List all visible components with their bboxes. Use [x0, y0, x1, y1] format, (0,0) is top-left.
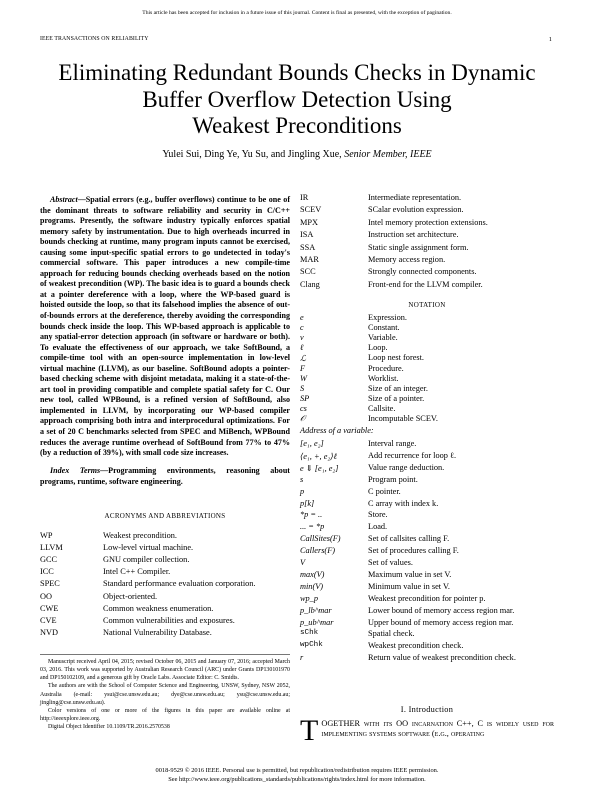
title-line: Eliminating Redundant Bounds Checks in Dynamic — [58, 60, 536, 85]
acronyms_right-term: MPX — [300, 217, 318, 227]
title-line: Buffer Overflow Detection Using — [142, 86, 452, 112]
notation-definition: Loop. — [368, 343, 388, 353]
notation-term: c — [300, 323, 304, 333]
address-definition: Minimum value in set V. — [368, 581, 450, 591]
notation-term: F — [300, 363, 306, 373]
address-term: V — [300, 558, 306, 567]
footnote: Digital Object Identifier 10.1109/TR.2016.2570538 — [48, 724, 170, 731]
notation-term: S — [300, 383, 305, 393]
address-term: p — [300, 486, 305, 496]
title-line: Weakest Preconditions — [192, 113, 402, 138]
acronyms_right-definition: SCalar evolution expression. — [368, 205, 464, 215]
address-definition: Program point. — [368, 474, 418, 484]
address-term: Callers(F) — [300, 546, 336, 556]
footnote: Manuscript received April 04, 2015; revised October 06, 2015 and January 07, 2016; accepted March 03, 2016. This work was supported by Australian Research Council (ARC) under Grants DP130101970 and DP150102109, and a generous gift by Oracle Labs. Associate Editor: C. Smidts. — [40, 659, 290, 682]
address-definition: Weakest precondition for pointer p. — [368, 593, 486, 603]
acronyms_left-definition: Weakest precondition. — [103, 531, 177, 540]
acronyms-heading: ACRONYMS AND ABBREVIATIONS — [104, 512, 226, 520]
author-names: Yulei Sui, Ding Ye, Yu Su, and Jingling Xue, — [162, 149, 342, 160]
address-term: CallSites(F) — [300, 534, 341, 544]
address-definition: Set of values. — [368, 558, 413, 567]
acronyms_left-definition: National Vulnerability Database. — [103, 627, 212, 637]
acronyms_left-definition: Common weakness enumeration. — [103, 603, 214, 613]
footnote-rule — [40, 654, 290, 655]
acronyms_right-term: Clang — [300, 279, 320, 289]
acronyms_left-definition: Standard performance evaluation corporation. — [103, 579, 256, 589]
acronyms_right-definition: Memory access region. — [368, 255, 446, 264]
notation-definition: Worklist. — [368, 373, 399, 383]
acronyms_right-term: ISA — [300, 230, 314, 240]
notation-definition: Loop nest forest. — [368, 353, 424, 363]
notation-heading: NOTATION — [408, 301, 446, 309]
address-term: ... = *p — [300, 522, 325, 532]
acronyms_right-definition: Instruction set architecture. — [368, 230, 459, 240]
acronyms_left-definition: GNU compiler collection. — [103, 555, 190, 565]
acronyms_right-term: SCC — [300, 267, 316, 277]
notation-definition: Incomputable SCEV. — [368, 414, 438, 423]
abstract-label: Abstract — [50, 195, 78, 204]
running-head: IEEE TRANSACTIONS ON RELIABILITY — [40, 36, 149, 42]
address-term: wpChk — [300, 641, 323, 650]
acronyms_left-term: SPEC — [40, 579, 60, 589]
address-definition: Store. — [368, 510, 388, 520]
notation-definition: Variable. — [368, 333, 398, 343]
acronyms_left-definition: Low-level virtual machine. — [103, 543, 194, 553]
acronyms_left-term: GCC — [40, 555, 58, 565]
address-term: p[k] — [300, 498, 315, 508]
acronyms_right-definition: Intel memory protection extensions. — [368, 217, 488, 227]
notation-definition: Size of an integer. — [368, 383, 428, 393]
acronyms_right-definition: Intermediate representation. — [368, 193, 462, 202]
acronyms_left-term: ICC — [40, 567, 54, 577]
address-term: [e₁, e₂] — [300, 439, 324, 448]
author-line — [30, 149, 564, 160]
address-term: *p = .. — [300, 510, 323, 520]
address-definition: C pointer. — [368, 486, 401, 496]
address-heading: Address of a variable: — [300, 426, 374, 435]
acronyms_left-term: WP — [40, 531, 53, 540]
address-definition: Spatial check. — [368, 629, 415, 639]
acronyms_left-definition: Common vulnerabilities and exposures. — [103, 615, 235, 625]
address-term: r — [300, 653, 304, 663]
index-terms — [40, 466, 290, 487]
address-term: min(V) — [300, 581, 324, 591]
address-definition: Value range deduction. — [368, 462, 445, 472]
acronyms_right-definition: Static single assignment form. — [368, 242, 469, 252]
address-term: e ⇓ [e₁, e₂] — [300, 463, 339, 473]
acronyms_left-definition: Object-oriented. — [103, 591, 158, 601]
footer-line: See http://www.ieee.org/publications_standards/publications/rights/index.html for more information. — [168, 775, 426, 783]
page-number: 1 — [548, 36, 552, 43]
address-term: p_ub^mar — [300, 617, 334, 627]
acronyms_left-term: CWE — [40, 603, 59, 613]
address-term: wp_p — [300, 593, 318, 603]
notation-term: SP — [300, 393, 310, 403]
acronyms_right-term: MAR — [300, 255, 319, 264]
section-heading-introduction: I. Introduction — [400, 705, 454, 714]
acronyms_left-definition: Intel C++ Compiler. — [103, 567, 171, 577]
notation-definition: Constant. — [368, 323, 400, 333]
address-definition: Load. — [368, 522, 388, 532]
notation-term: ℓ — [300, 343, 304, 353]
address-definition: Upper bound of memory access region mar. — [368, 617, 514, 627]
address-term: s — [300, 474, 304, 484]
copyright-footer — [0, 767, 594, 784]
abstract-text: —Spatial errors (e.g., buffer overflows) continue to be one of the dominant threats to software reliability and security in C/C++ programs. Presently, the software industry typically enforces spatial memory safety by instrumentation. Due to high overheads incurred in bounds checking at runtime, many program inputs cannot be exercised, causing some input-specific spatial errors to go undetected in today's commercial software. This paper introduces a new compile-time approach for reducing bounds checking overheads based on the notion of weakest precondition (WP). The basic idea is to guard a bounds check at a pointer dereference with a loop, where the WP-based guard is hoisted outside the loop, so that its falsehood implies the absence of out-of-bounds errors at the dereference, thereby avoiding the corresponding bounds check inside the loop. This WP-based approach is applicable to any spatial-error detection approach (in software or hardware or both). To evaluate the effectiveness of our approach, we take SoftBound, a compile-time tool with an open-source implementation in low-level virtual machine (LLVM), as our baseline. SoftBound adopts a pointer-based checking scheme with disjoint metadata, making it a state-of-the-art tool in providing compatible and complete spatial safety for C. Our new tool, called WPBound, is a refined version of SoftBound, also implemented in LLVM, by incorporating our WP-based compiler approach comprising both intra and interprocedural optimizations. For a set of 20 C benchmarks selected from SPEC and MiBench, WPBound reduces the average runtime overhead of SoftBound from 77% to 47% (by a reduction of 39%), with small code size increases. — [40, 195, 290, 458]
notation-term: e — [300, 313, 304, 322]
acronyms_left-term: CVE — [40, 615, 57, 625]
notation-term: W — [300, 373, 307, 383]
notation-definition: Procedure. — [368, 363, 404, 373]
acronyms_right-term: IR — [300, 193, 309, 202]
acronyms_right-term: SCEV — [300, 205, 322, 215]
notation-definition: Expression. — [368, 313, 407, 322]
address-term: sChk — [300, 629, 319, 638]
address-definition: Lower bound of memory access region mar. — [368, 605, 515, 615]
address-definition: Interval range. — [368, 439, 417, 448]
index-terms-label: Index Terms — [50, 466, 101, 475]
address-term: p_lb^mar — [300, 605, 332, 615]
address-definition: C array with index k. — [368, 498, 439, 508]
footnote: Color versions of one or more of the figures in this paper are available online at http://ieeexplore.ieee.org. — [40, 707, 290, 723]
acronyms_right-definition: Front-end for the LLVM compiler. — [368, 279, 483, 289]
acronyms_left-term: OO — [40, 591, 52, 601]
acronyms_left-term: LLVM — [40, 543, 63, 553]
address-definition: Weakest precondition check. — [368, 641, 464, 651]
footnote: The authors are with the School of Computer Science and Engineering, UNSW, Sydney, NSW 2052, Australia (e-mail: ysui@cse.unsw.edu.au; dye@cse.unsw.edu.au; ysu@cse.unsw.edu.au; jingling@cse.unsw.edu.au). — [40, 683, 290, 706]
acronyms_right-term: SSA — [300, 242, 316, 252]
acronyms_left-term: NVD — [40, 627, 58, 637]
address-definition: Set of callsites calling F. — [368, 534, 450, 544]
drop-cap: T — [300, 714, 319, 747]
notation-term: v — [300, 333, 304, 343]
acceptance-banner: This article has been accepted for inclusion in a future issue of this journal. Content is final as presented, with the exception of pagination. — [142, 10, 452, 16]
address-definition: Add recurrence for loop ℓ. — [368, 450, 457, 460]
intro-paragraph: OGETHER with its OO incarnation C++, C is widely used for implementing systems software (e.g., operating — [321, 719, 554, 739]
address-definition: Return value of weakest precondition check. — [368, 653, 516, 663]
address-term: ⟨e₁, +, e₂⟩ℓ — [300, 451, 337, 461]
footnotes — [40, 658, 290, 731]
address-definition: Maximum value in set V. — [368, 569, 452, 579]
notation-term: 𝒪 — [300, 414, 306, 423]
address-term: max(V) — [300, 569, 325, 579]
notation-definition: Callsite. — [368, 403, 396, 413]
introduction-text — [300, 714, 554, 747]
index-terms-text: —Programming environments, reasoning about programs, runtime, software engineering. — [40, 466, 290, 486]
acronyms_right-definition: Strongly connected components. — [368, 267, 477, 277]
address-definition: Set of procedures calling F. — [368, 546, 459, 556]
author-role: Senior Member, IEEE — [344, 149, 432, 160]
notation-term: cs — [300, 403, 307, 413]
abstract — [40, 195, 290, 459]
paper-title — [30, 60, 564, 140]
footer-line: 0018-9529 © 2016 IEEE. Personal use is permitted, but republication/redistribution requires IEEE permission. — [155, 767, 439, 774]
notation-term: ℒ — [300, 354, 306, 364]
notation-definition: Size of a pointer. — [368, 393, 425, 403]
